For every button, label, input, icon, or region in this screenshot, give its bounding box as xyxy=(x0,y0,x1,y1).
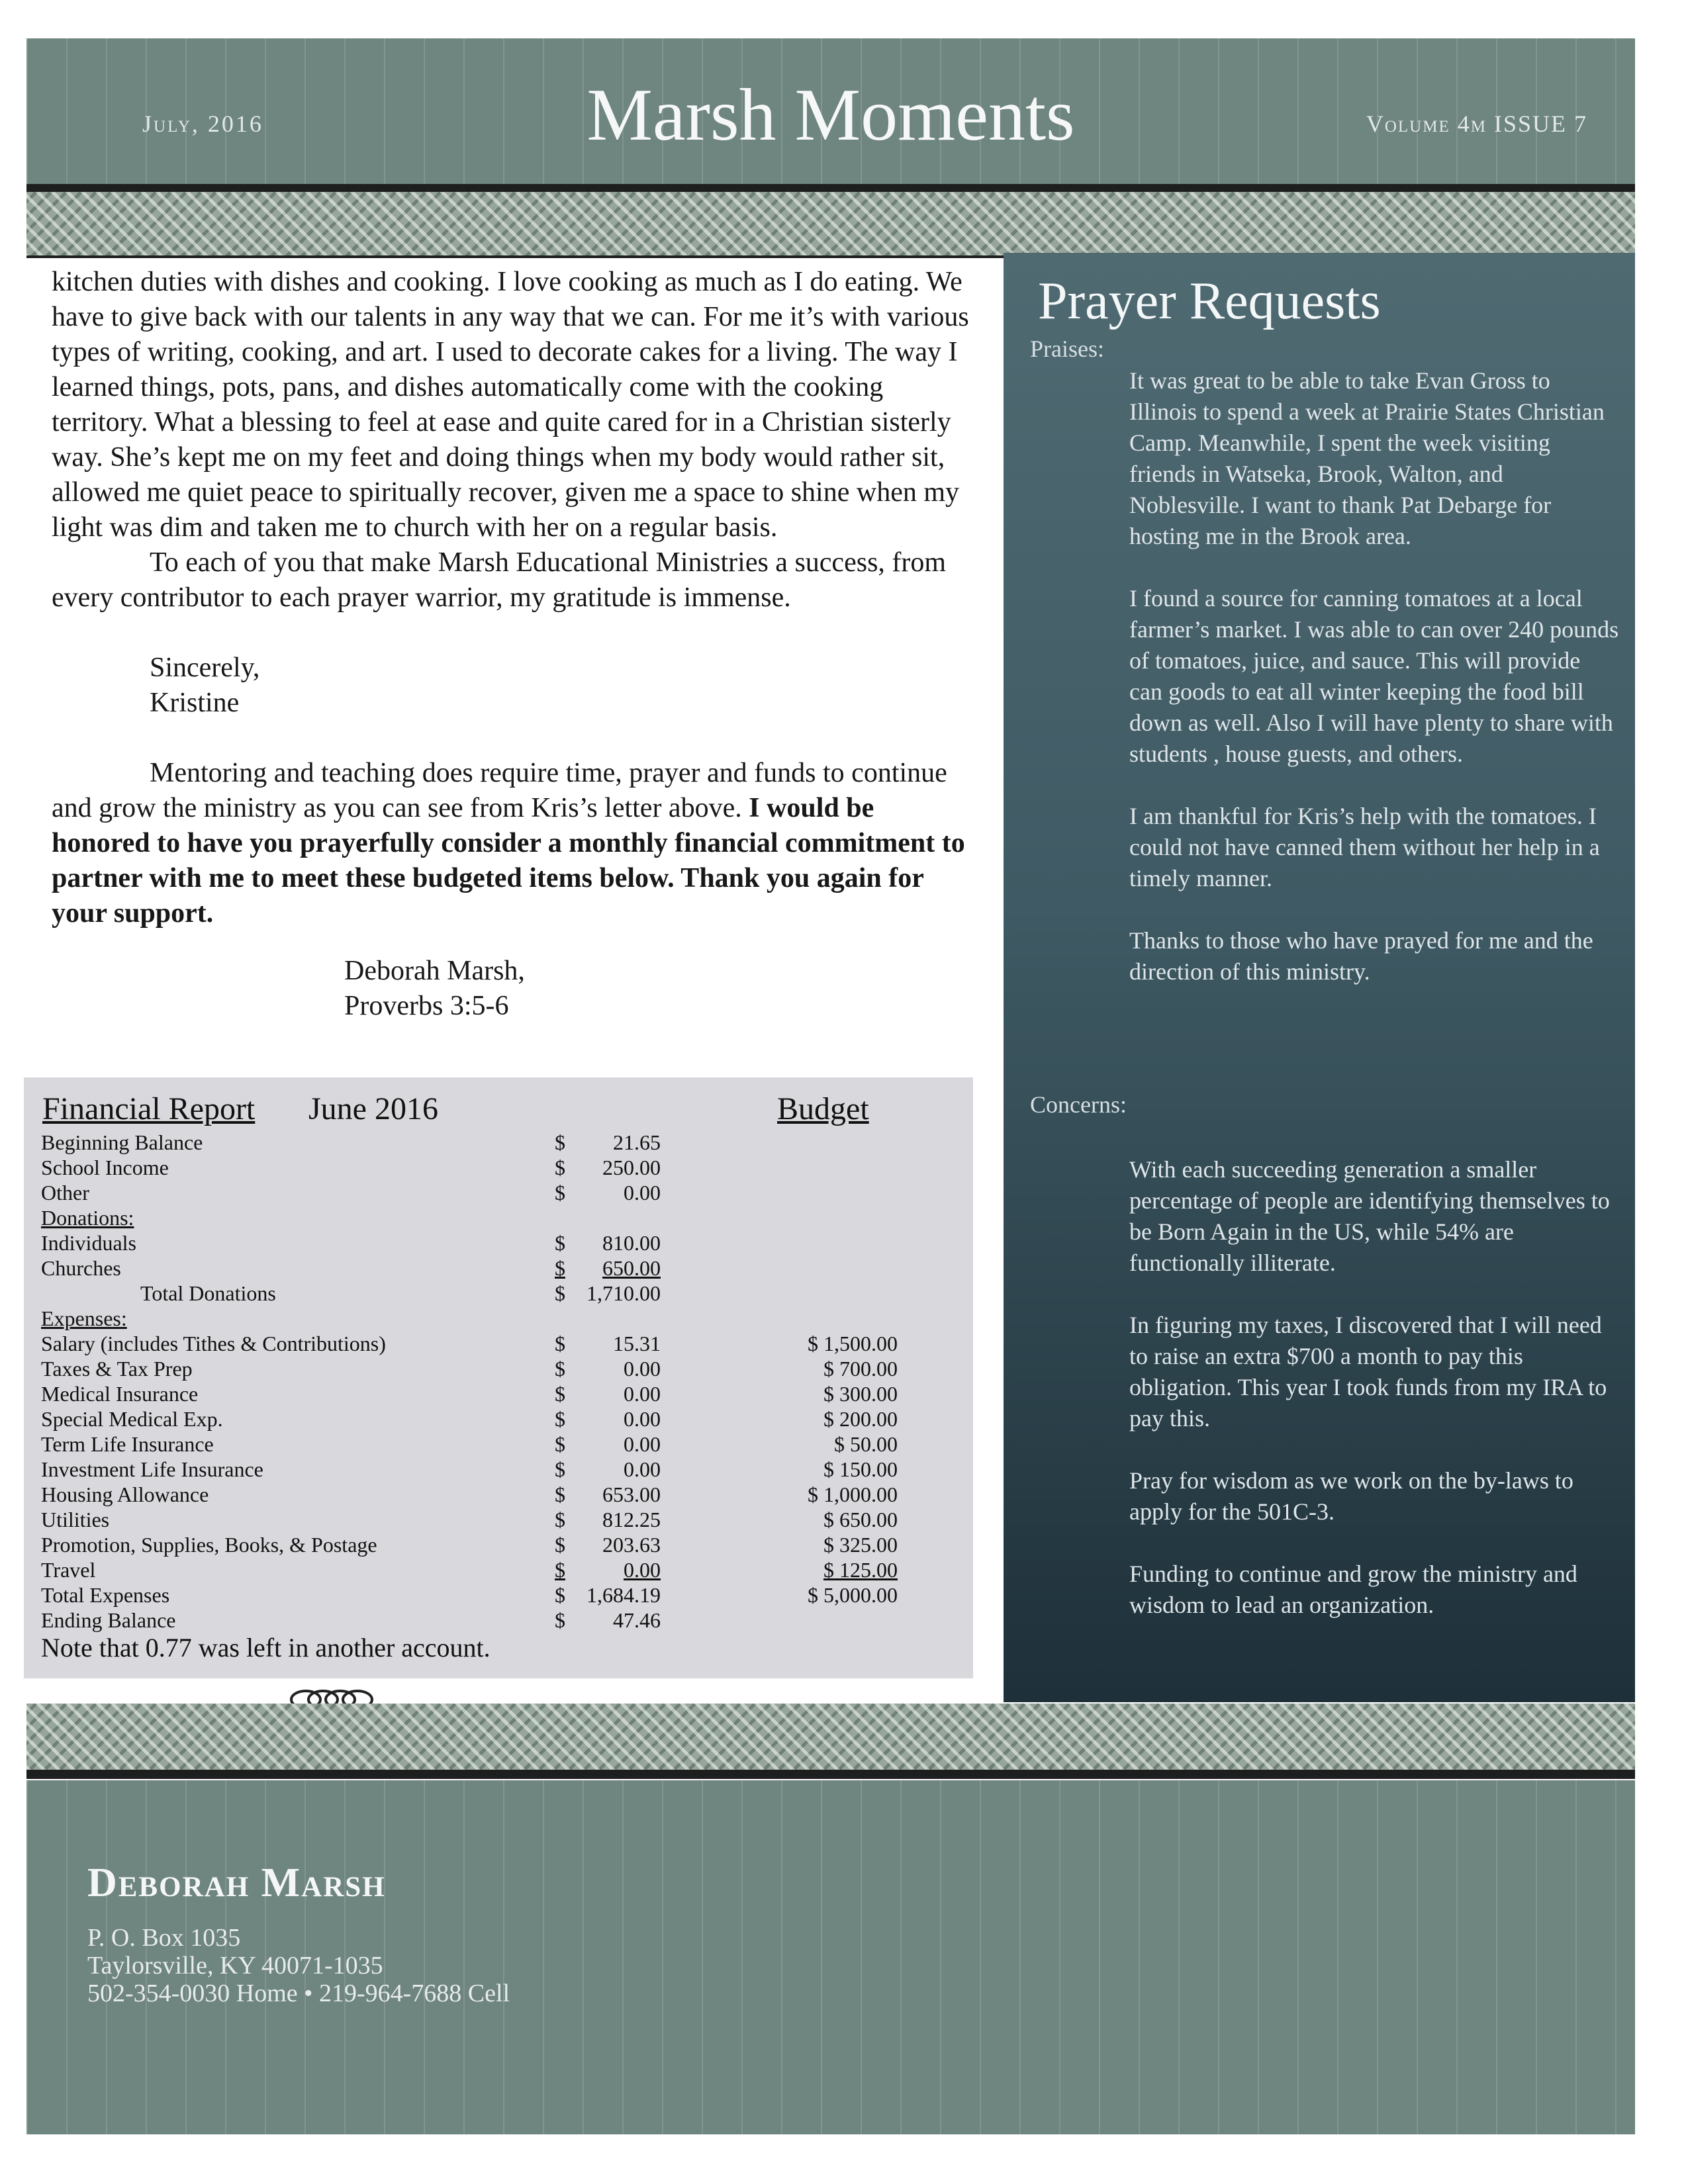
author-verse: Proverbs 3:5-6 xyxy=(344,991,509,1021)
praise-item: I am thankful for Kris’s help with the tomatoes. I could not have canned them without her help in a timely manner. xyxy=(1129,803,1600,891)
row-label: Ending Balance xyxy=(41,1608,176,1632)
spacer xyxy=(52,721,978,756)
dollar-sign: $ xyxy=(555,1482,565,1506)
dollar-sign: $ xyxy=(555,1231,565,1255)
budget-header: Budget xyxy=(777,1091,869,1126)
issue-date: July, 2016 xyxy=(142,111,263,137)
spacer xyxy=(52,615,978,651)
praise-item: Thanks to those who have prayed for me and the direction of this ministry. xyxy=(1129,927,1593,985)
row-label: Housing Allowance xyxy=(41,1482,209,1506)
row-amount: 15.31 xyxy=(613,1332,661,1355)
report-row xyxy=(41,1357,968,1382)
row-label: Total Expenses xyxy=(41,1583,170,1607)
report-row xyxy=(41,1482,968,1508)
concern-item: In figuring my taxes, I discovered that I will need to raise an extra $700 a month to pay this obligation. This year I took funds from my IRA to pay this. xyxy=(1129,1312,1607,1432)
row-budget: $ 1,000.00 xyxy=(808,1482,898,1506)
report-row xyxy=(41,1281,968,1306)
row-budget: $ 325.00 xyxy=(823,1533,898,1557)
report-row xyxy=(41,1206,968,1231)
appeal-paragraph xyxy=(52,756,978,931)
praises-label: Praises: xyxy=(1030,336,1104,362)
report-row xyxy=(41,1382,968,1407)
row-amount: 1,710.00 xyxy=(586,1281,661,1305)
row-amount: 0.00 xyxy=(624,1407,661,1431)
row-amount: 653.00 xyxy=(602,1482,661,1506)
row-label: Churches xyxy=(41,1256,121,1280)
row-amount: 250.00 xyxy=(602,1156,661,1179)
row-label: Travel xyxy=(41,1558,96,1582)
row-amount: 203.63 xyxy=(602,1533,661,1557)
report-row xyxy=(41,1306,968,1332)
row-amount: 0.00 xyxy=(624,1457,661,1481)
dollar-sign: $ xyxy=(555,1181,565,1205)
report-row xyxy=(41,1457,968,1482)
report-row xyxy=(41,1432,968,1457)
footer xyxy=(26,1780,1635,2134)
row-amount: 810.00 xyxy=(602,1231,661,1255)
row-budget: $ 700.00 xyxy=(823,1357,898,1381)
concern-item: Funding to continue and grow the ministry and wisdom to lead an organization. xyxy=(1129,1561,1577,1618)
row-label: School Income xyxy=(41,1156,169,1179)
report-month: June 2016 xyxy=(308,1091,438,1126)
bottom-decorative-band xyxy=(26,1704,1635,1770)
row-amount: 21.65 xyxy=(613,1130,661,1154)
row-budget: $ 200.00 xyxy=(823,1407,898,1431)
appeal-text: Mentoring and teaching does require time, prayer and funds to continue and grow the ministry as you can see from Kris’s letter above. xyxy=(52,758,947,823)
praise-item: It was great to be able to take Evan Gross to Illinois to spend a week at Prairie States Christian Camp. Meanwhile, I spent the week visiting friends in Watseka, Brook, Walton, and Noblesville. I want to thank Pat Debarge for hosting me in the Brook area. xyxy=(1129,367,1605,549)
report-row xyxy=(41,1156,968,1181)
row-label: Term Life Insurance xyxy=(41,1432,214,1456)
concerns-list xyxy=(1129,1154,1619,1652)
row-label: Taxes & Tax Prep xyxy=(41,1357,193,1381)
dollar-sign: $ xyxy=(555,1583,565,1607)
dollar-sign: $ xyxy=(555,1432,565,1456)
row-amount: 0.00 xyxy=(624,1558,661,1582)
report-note: Note that 0.77 was left in another account. xyxy=(41,1633,491,1662)
row-budget: $ 300.00 xyxy=(823,1382,898,1406)
row-budget: $ 50.00 xyxy=(834,1432,898,1456)
row-amount: 47.46 xyxy=(613,1608,661,1632)
row-amount: 0.00 xyxy=(624,1382,661,1406)
row-label: Special Medical Exp. xyxy=(41,1407,223,1431)
praise-item: I found a source for canning tomatoes at a local farmer’s market. I was able to can over 240 pounds of tomatoes, juice, and sauce. This will provide can goods to eat all winter keeping the food bill down as well. Also I will have plenty to share with students , house guests, and others. xyxy=(1129,585,1619,767)
dollar-sign: $ xyxy=(555,1332,565,1355)
report-row xyxy=(41,1130,968,1156)
section-label: Donations: xyxy=(41,1206,134,1230)
row-amount: 650.00 xyxy=(602,1256,661,1280)
footer-rule xyxy=(26,1770,1635,1779)
row-label: Utilities xyxy=(41,1508,110,1531)
dollar-sign: $ xyxy=(555,1407,565,1431)
row-amount: 0.00 xyxy=(624,1432,661,1456)
row-label: Other xyxy=(41,1181,89,1205)
report-row xyxy=(41,1558,968,1583)
row-label: Total Donations xyxy=(140,1281,276,1305)
issue-number: Volume 4m ISSUE 7 xyxy=(1366,111,1587,137)
dollar-sign: $ xyxy=(555,1256,565,1280)
row-label: Salary (includes Tithes & Contributions) xyxy=(41,1332,386,1355)
row-amount: 0.00 xyxy=(624,1181,661,1205)
dollar-sign: $ xyxy=(555,1558,565,1582)
letter-paragraph: kitchen duties with dishes and cooking. I love cooking as much as I do eating. We have to give back with our talents in any way that we can. For me it’s with various types of writing, cooking, and art. I used to decorate cakes for a living. The way I learned things, pots, pans, and dishes automatically come with the cooking territory. What a blessing to feel at ease and quite cared for in a Christian sisterly way. She’s kept me on my feet and doing things when my body would rather sit, allowed me quiet peace to spiritually recover, given me a space to shine when my light was dim and taken me to church with her on a regular basis. xyxy=(52,267,969,543)
row-budget: $ 5,000.00 xyxy=(808,1583,898,1607)
report-row xyxy=(41,1508,968,1533)
concerns-label: Concerns: xyxy=(1030,1091,1127,1118)
row-label: Medical Insurance xyxy=(41,1382,199,1406)
row-budget: $ 150.00 xyxy=(823,1457,898,1481)
report-row xyxy=(41,1608,968,1633)
dollar-sign: $ xyxy=(555,1457,565,1481)
report-title: Financial Report xyxy=(42,1091,256,1126)
address-line: Taylorsville, KY 40071-1035 xyxy=(87,1952,383,1979)
report-row xyxy=(41,1407,968,1432)
report-row xyxy=(41,1231,968,1256)
row-label: Beginning Balance xyxy=(41,1130,203,1154)
dollar-sign: $ xyxy=(555,1281,565,1305)
header-rule xyxy=(26,184,1635,192)
row-amount: 0.00 xyxy=(624,1357,661,1381)
praises-list xyxy=(1129,365,1619,1019)
dollar-sign: $ xyxy=(555,1357,565,1381)
row-budget: $ 650.00 xyxy=(823,1508,898,1531)
financial-report xyxy=(24,1077,973,1678)
closing: Sincerely, xyxy=(150,653,260,683)
concern-item: Pray for wisdom as we work on the by-laws to apply for the 501C-3. xyxy=(1129,1467,1573,1525)
newsletter-title: Marsh Moments xyxy=(586,74,1075,156)
row-amount: 1,684.19 xyxy=(586,1583,661,1607)
report-row xyxy=(41,1583,968,1608)
address-line: P. O. Box 1035 xyxy=(87,1924,241,1952)
report-row xyxy=(41,1181,968,1206)
row-amount: 812.25 xyxy=(602,1508,661,1531)
author-name: Deborah Marsh, xyxy=(344,956,525,986)
section-label: Expenses: xyxy=(41,1306,127,1330)
dollar-sign: $ xyxy=(555,1508,565,1531)
sender-name: Deborah Marsh xyxy=(87,1860,386,1905)
dollar-sign: $ xyxy=(555,1156,565,1179)
report-row xyxy=(41,1332,968,1357)
dollar-sign: $ xyxy=(555,1533,565,1557)
masthead xyxy=(26,38,1635,184)
row-budget: $ 1,500.00 xyxy=(808,1332,898,1355)
prayer-requests-sidebar xyxy=(1004,253,1635,1702)
dollar-sign: $ xyxy=(555,1608,565,1632)
top-decorative-band xyxy=(26,192,1635,258)
signer-name: Kristine xyxy=(150,688,240,718)
letter-column xyxy=(52,265,978,1024)
dollar-sign: $ xyxy=(555,1130,565,1154)
dollar-sign: $ xyxy=(555,1382,565,1406)
row-label: Promotion, Supplies, Books, & Postage xyxy=(41,1533,377,1557)
report-row xyxy=(41,1533,968,1558)
letter-paragraph: To each of you that make Marsh Educational Ministries a success, from every contributor to each prayer warrior, my gratitude is immense. xyxy=(52,547,947,613)
prayer-title: Prayer Requests xyxy=(1038,272,1381,330)
row-budget: $ 125.00 xyxy=(823,1558,898,1582)
concern-item: With each succeeding generation a smaller percentage of people are identifying themselves to be Born Again in the US, while 54% are functionally illiterate. xyxy=(1129,1156,1610,1276)
row-label: Individuals xyxy=(41,1231,136,1255)
row-label: Investment Life Insurance xyxy=(41,1457,263,1481)
report-row xyxy=(41,1256,968,1281)
appeal-bold-text: I would be honored to have you prayerfully consider a monthly financial commitment to partner with me to meet these budgeted items below. Thank you again for your support. xyxy=(52,793,965,929)
phone-line: 502-354-0030 Home • 219-964-7688 Cell xyxy=(87,1979,510,2007)
spacer xyxy=(52,931,978,954)
